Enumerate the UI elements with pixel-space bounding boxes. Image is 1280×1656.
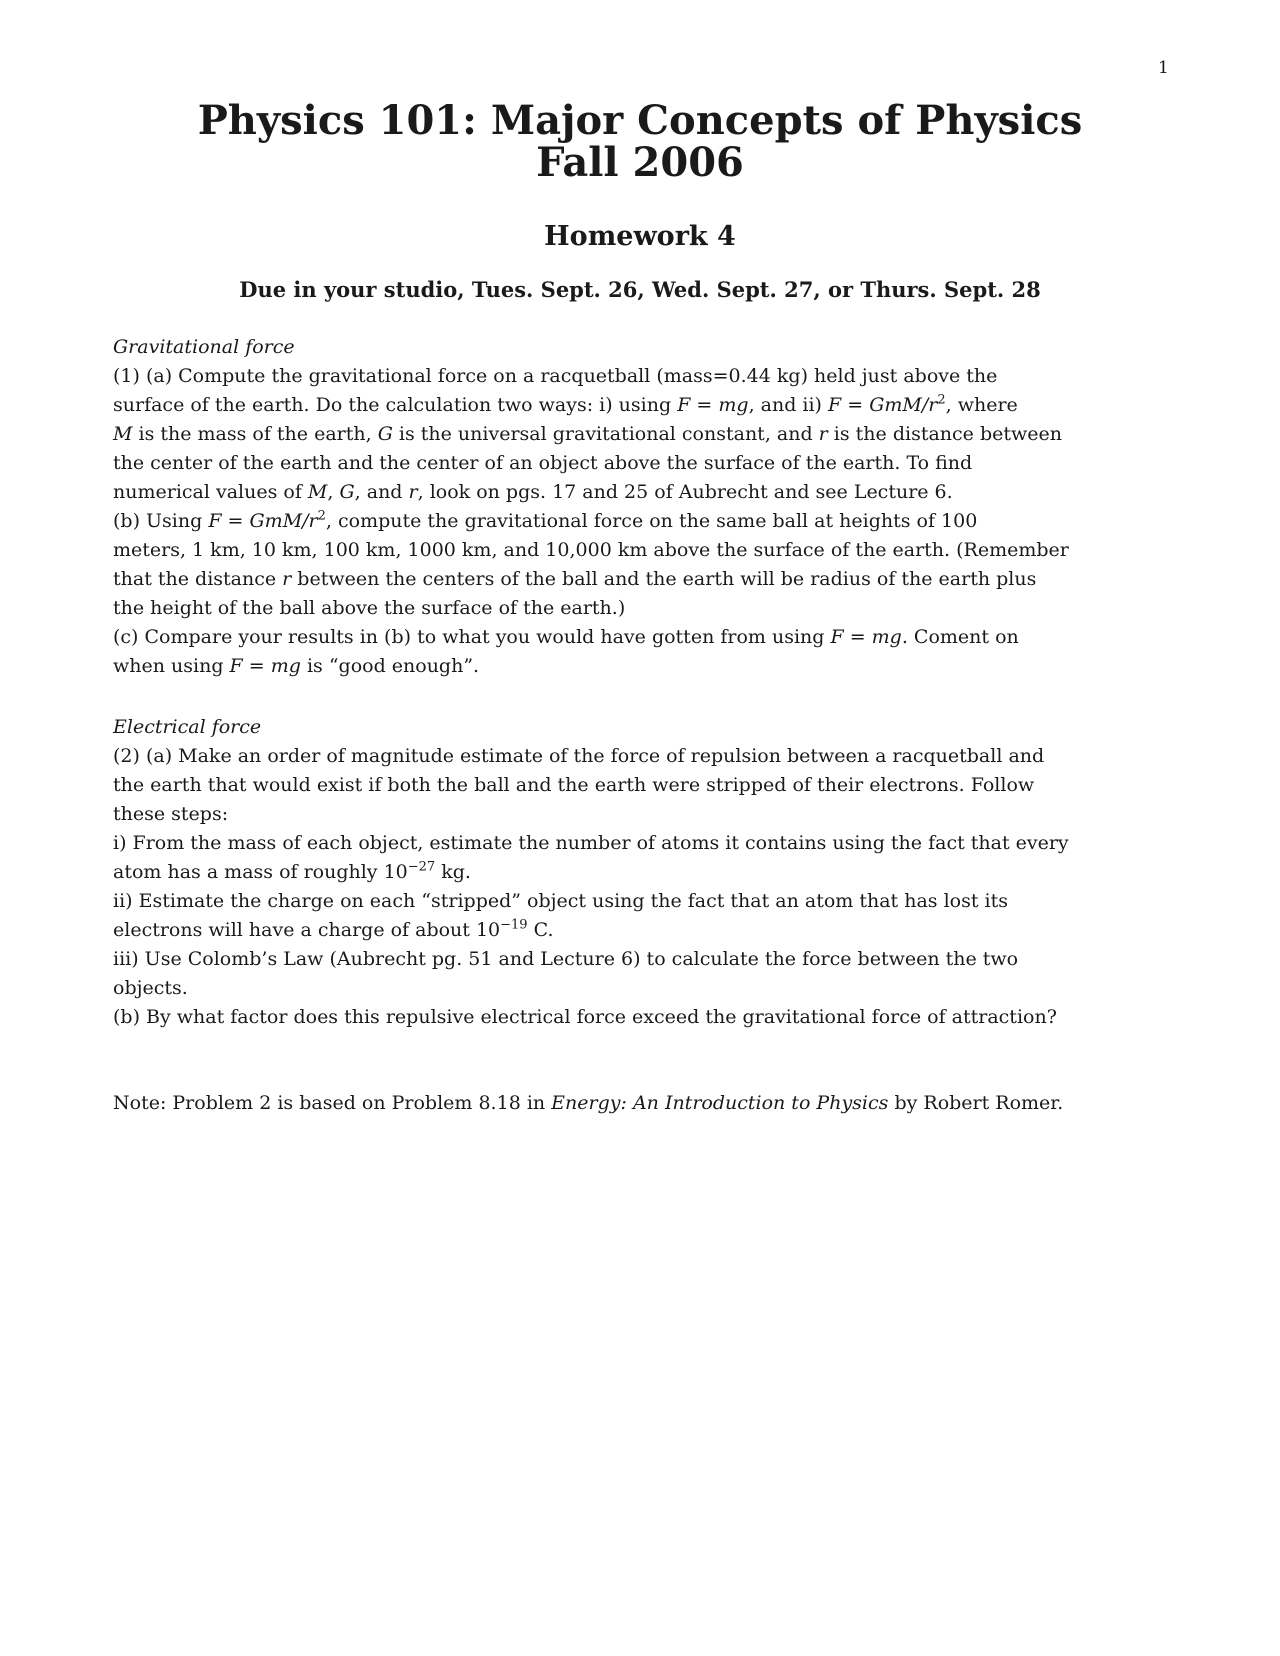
problem-line: the height of the ball above the surface of the earth.) (113, 597, 626, 619)
problem-line: when using F = mg is “good enough”. (113, 655, 480, 677)
problem-line: M is the mass of the earth, G is the universal gravitational constant, and r is the distance between (113, 423, 1062, 445)
problem-line: ii) Estimate the charge on each “stripped” object using the fact that an atom that has lost its (113, 890, 1008, 912)
problem-line: the center of the earth and the center of an object above the surface of the earth. To find (113, 452, 973, 474)
document-title (0, 97, 1280, 186)
problem-2-electrical-force (113, 713, 1173, 1032)
page-number: 1 (1158, 58, 1169, 78)
problem-line: the earth that would exist if both the ball and the earth were stripped of their electrons. Follow (113, 774, 1035, 796)
book-title: Energy: An Introduction to Physics (551, 1092, 889, 1114)
footnote (113, 1089, 1173, 1118)
problem-line: (b) Using F = GmM/$r^2$, compute the gravitational force on the same ball at heights of 100 (113, 508, 978, 532)
section-heading-electrical: Electrical force (113, 716, 262, 738)
problem-line: i) From the mass of each object, estimate the number of atoms it contains using the fact that every (113, 832, 1069, 854)
course-title: Physics 101: Major Concepts of Physics (197, 97, 1083, 144)
problem-line: electrons will have a charge of about $10^{-19}$ C. (113, 917, 554, 941)
problem-line: objects. (113, 977, 188, 999)
problem-line: meters, 1 km, 10 km, 100 km, 1000 km, and 10,000 km above the surface of the earth. (Remember (113, 539, 1069, 561)
problem-line: numerical values of M, G, and r, look on pgs. 17 and 25 of Aubrecht and see Lecture 6. (113, 481, 953, 503)
problem-line: (2) (a) Make an order of magnitude estimate of the force of repulsion between a racquetball and (113, 745, 1045, 767)
problem-line: (b) By what factor does this repulsive electrical force exceed the gravitational force of attraction? (113, 1006, 1057, 1028)
problem-line: (c) Compare your results in (b) to what you would have gotten from using F = mg. Coment on (113, 626, 1019, 648)
problem-line: iii) Use Colomb’s Law (Aubrecht pg. 51 and Lecture 6) to calculate the force between the two (113, 948, 1019, 970)
problem-line: (1) (a) Compute the gravitational force on a racquetball (mass=0.44 kg) held just above the (113, 365, 998, 387)
section-heading-gravitational: Gravitational force (113, 336, 295, 358)
problem-line: that the distance r between the centers of the ball and the earth will be radius of the earth plus (113, 568, 1037, 590)
note-line: Note: Problem 2 is based on Problem 8.18 in Energy: An Introduction to Physics by Robert Romer. (113, 1092, 1064, 1114)
problem-line: surface of the earth. Do the calculation two ways: i) using F = mg, and ii) F = GmM/$r^2$, where (113, 392, 1018, 416)
problem-line: atom has a mass of roughly $10^{-27}$ kg. (113, 859, 471, 883)
problem-1-gravitational-force (113, 333, 1173, 681)
term: Fall 2006 (536, 139, 744, 186)
assignment-title: Homework 4 (544, 221, 736, 252)
due-date-line: Due in your studio, Tues. Sept. 26, Wed. Sept. 27, or Thurs. Sept. 28 (239, 277, 1041, 302)
problem-line: these steps: (113, 803, 229, 825)
